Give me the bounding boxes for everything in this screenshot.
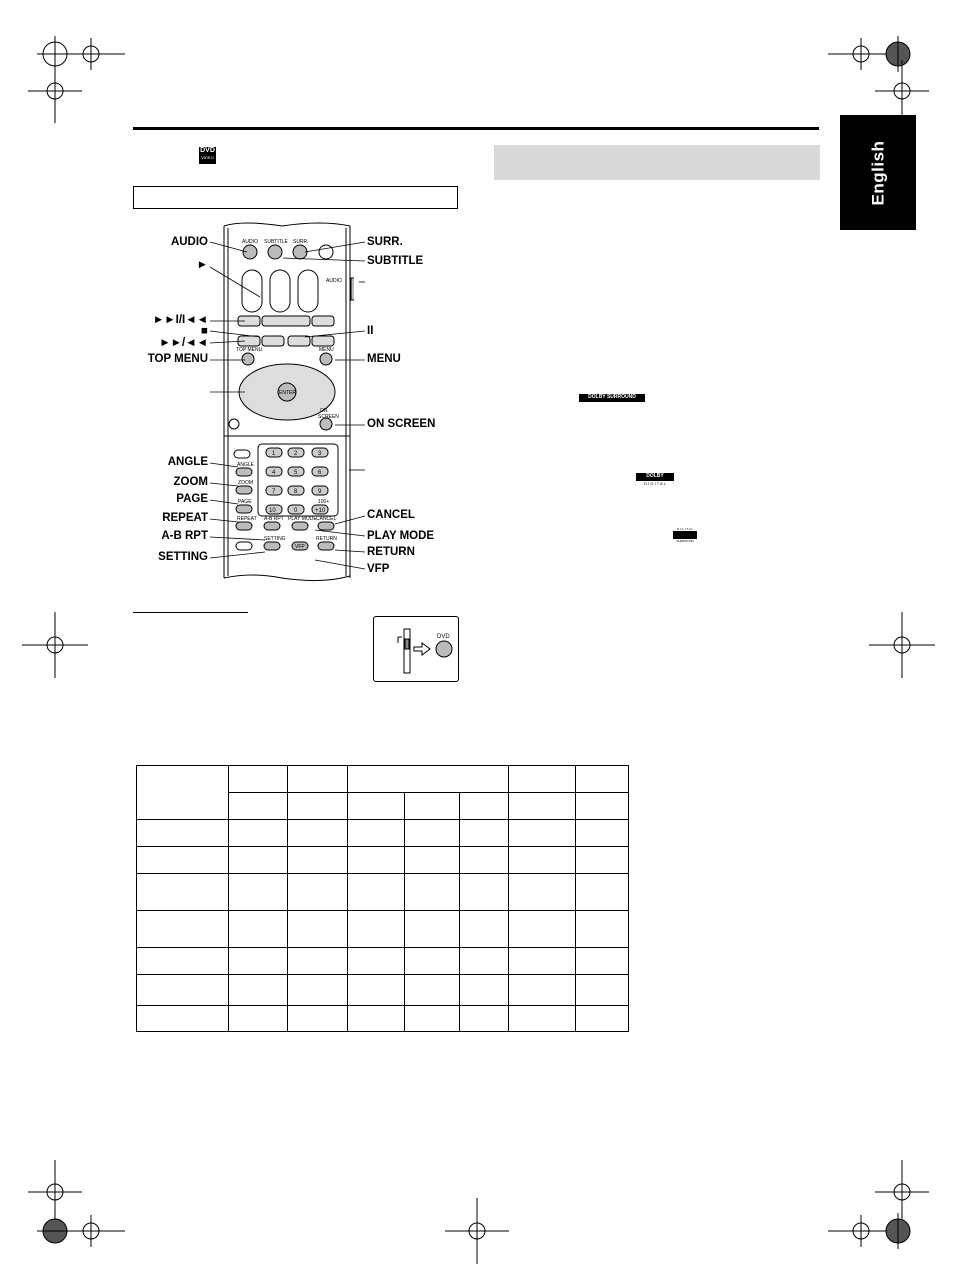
callout-pause: II xyxy=(367,325,374,337)
callout-repeat: REPEAT xyxy=(162,512,208,524)
callout-ab-rpt: A-B RPT xyxy=(161,530,208,542)
number-key-label: 2 xyxy=(294,451,298,457)
callout-stop: ■ xyxy=(201,325,208,337)
number-key-label: 5 xyxy=(294,470,298,476)
language-tab-label: English xyxy=(868,140,887,205)
svg-text:SUBTITLE: SUBTITLE xyxy=(264,239,288,245)
dolby-digital-logo: DOLBY D I G I T A L xyxy=(636,473,674,489)
callout-subtitle: SUBTITLE xyxy=(367,255,424,267)
callout-play-mode: PLAY MODE xyxy=(367,530,435,542)
callout-skip: ►►I/I◄◄ xyxy=(152,314,208,326)
callout-audio: AUDIO xyxy=(170,236,208,248)
svg-text:PLAY MODE: PLAY MODE xyxy=(288,516,317,522)
svg-text:SCREEN: SCREEN xyxy=(318,414,339,420)
callout-play: ► xyxy=(196,259,208,271)
number-key-label: +10 xyxy=(315,508,326,514)
svg-text:100+: 100+ xyxy=(318,499,330,505)
table-row xyxy=(137,948,629,975)
number-key-label: 9 xyxy=(318,489,322,495)
callout-fast: ►►/◄◄ xyxy=(159,337,208,349)
number-key-label: 10 xyxy=(269,508,276,514)
svg-text:DVD: DVD xyxy=(437,634,450,640)
number-key-label: 6 xyxy=(318,470,322,476)
number-key-label: 4 xyxy=(272,470,276,476)
number-key-label: 3 xyxy=(318,451,322,457)
svg-text:SETTING: SETTING xyxy=(264,536,286,542)
table-row xyxy=(137,1006,629,1032)
svg-text:CANCEL: CANCEL xyxy=(316,516,337,522)
svg-text:A-B RPT: A-B RPT xyxy=(264,516,284,522)
features-table xyxy=(136,765,629,1032)
table-row xyxy=(137,766,629,793)
dolby-surround-logo: DOLBY SURROUND xyxy=(579,394,645,402)
svg-text:ANGLE: ANGLE xyxy=(237,462,254,468)
table-row xyxy=(137,975,629,1006)
dvd-video-badge: DVD VIDEO xyxy=(199,147,216,164)
svg-text:ON: ON xyxy=(320,408,328,414)
mode-switch-inset xyxy=(373,616,459,682)
svg-text:AUDIO: AUDIO xyxy=(242,239,258,245)
callout-surr: SURR. xyxy=(367,236,403,248)
callout-top-menu: TOP MENU xyxy=(147,353,208,365)
table-row xyxy=(137,820,629,847)
callout-page: PAGE xyxy=(176,493,208,505)
callout-setting: SETTING xyxy=(158,551,208,563)
number-key-label: 1 xyxy=(272,451,276,457)
svg-text:ZOOM: ZOOM xyxy=(238,480,253,486)
number-key-label: 0 xyxy=(294,508,298,514)
number-key-label: 7 xyxy=(272,489,276,495)
svg-text:ENTER: ENTER xyxy=(279,390,296,396)
svg-text:TOP MENU: TOP MENU xyxy=(236,347,263,353)
number-key-label: 8 xyxy=(294,489,298,495)
svg-text:PAGE: PAGE xyxy=(238,499,252,505)
svg-text:AUDIO: AUDIO xyxy=(326,278,342,284)
callout-return: RETURN xyxy=(367,546,415,558)
svg-text:VFP: VFP xyxy=(295,544,305,550)
table-row xyxy=(137,911,629,948)
callout-menu: MENU xyxy=(367,353,401,365)
table-row xyxy=(137,847,629,874)
svg-text:RETURN: RETURN xyxy=(316,536,337,542)
callout-vfp: VFP xyxy=(367,563,390,575)
table-row xyxy=(137,874,629,911)
remote-callout-lines xyxy=(205,230,370,575)
callout-cancel: CANCEL xyxy=(367,509,415,521)
svg-text:SURR.: SURR. xyxy=(293,239,309,245)
note-underline xyxy=(133,612,248,613)
callout-angle: ANGLE xyxy=(167,456,208,468)
svg-text:MENU: MENU xyxy=(319,347,334,353)
mode-switch-drawing xyxy=(374,617,458,681)
callout-on-screen: ON SCREEN xyxy=(367,418,436,430)
callout-zoom: ZOOM xyxy=(173,476,208,488)
svg-text:REPEAT: REPEAT xyxy=(237,516,257,522)
dts-digital-surround-logo: D I G I T A L SURROUND xyxy=(673,527,697,545)
